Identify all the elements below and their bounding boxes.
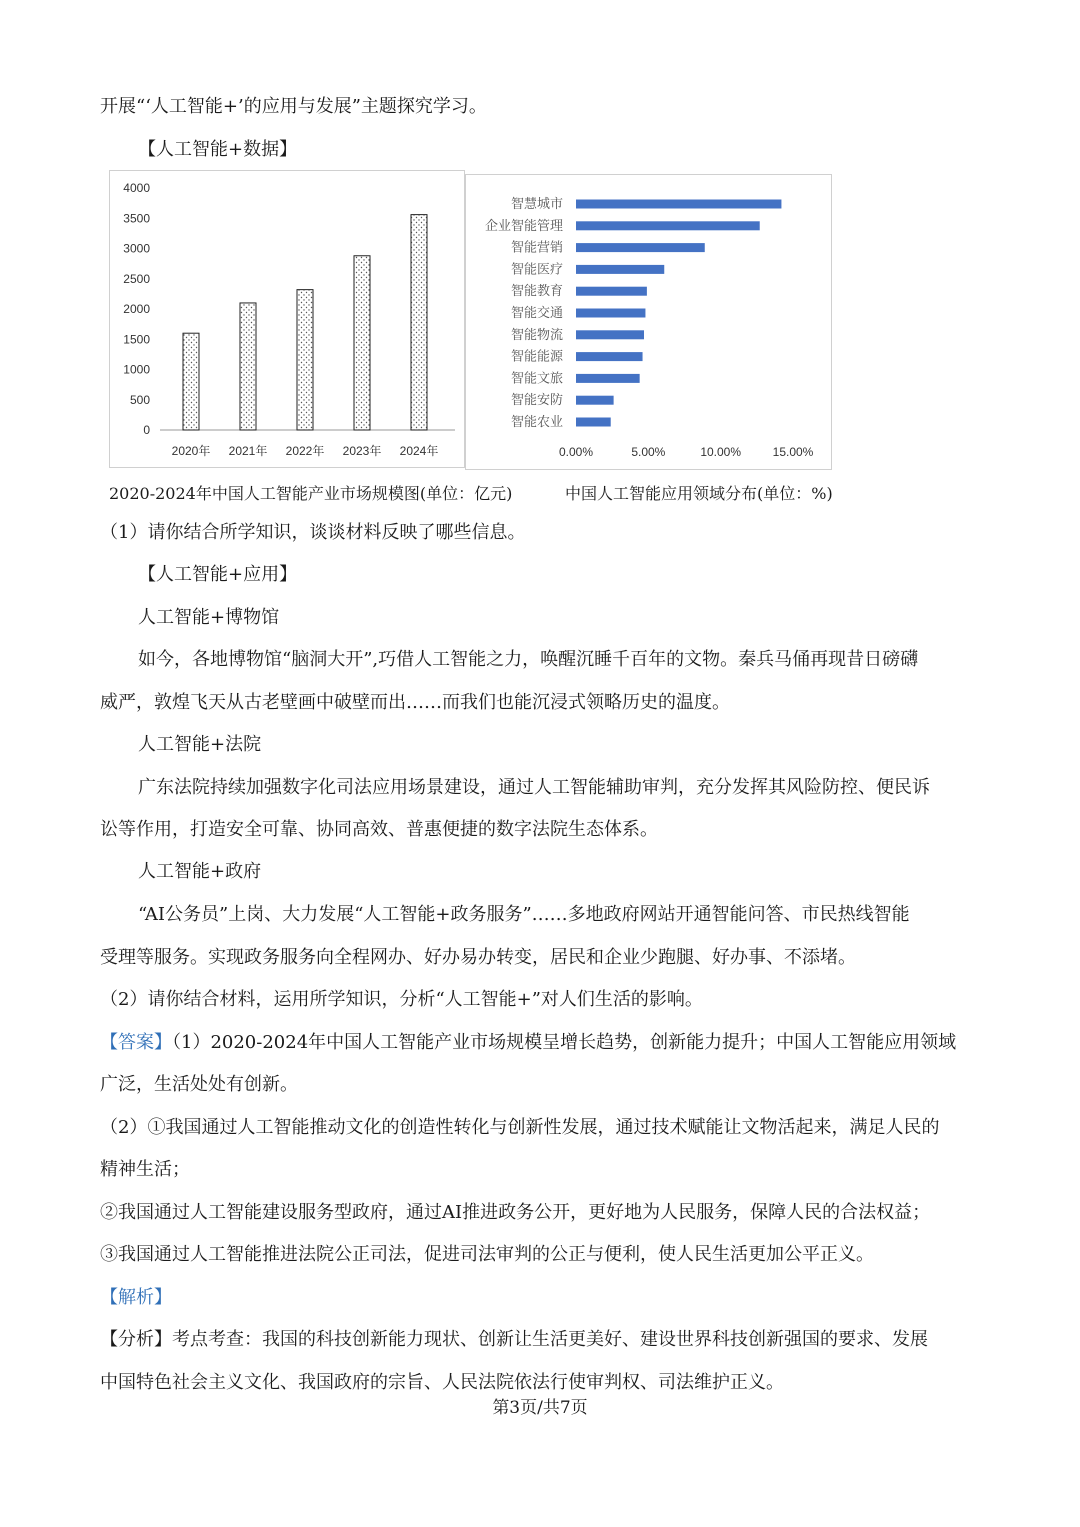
bar-智能能源 — [576, 352, 643, 361]
bar-2021年 — [240, 303, 256, 430]
category-label: 智能营销 — [510, 239, 563, 255]
chart2-caption: 中国人工智能应用领域分布(单位：%) — [565, 484, 833, 503]
y-tick-label: 3500 — [123, 211, 150, 226]
gov-paragraph-line1: “AI公务员”上岗、大力发展“人工智能+政务服务”……多地政府网站开通智能问答、市民热线智能 — [138, 904, 910, 925]
section-data-title: 【人工智能+数据】 — [138, 139, 298, 160]
answer-1-line1 — [100, 1028, 956, 1054]
category-label: 智能农业 — [510, 414, 563, 429]
museum-paragraph-line1: 如今，各地博物馆“脑洞大开”,巧借人工智能之力，唤醒沉睡千百年的文物。秦兵马俑再现昔日磅礴 — [138, 649, 919, 670]
bar-2024年 — [411, 215, 427, 430]
x-tick-label: 10.00% — [700, 445, 742, 459]
answer-label: 【答案】 — [100, 1032, 172, 1053]
category-label: 智能能源 — [510, 348, 563, 364]
answer-2-line3: ②我国通过人工智能建设服务型政府，通过AI推进政务公开，更好地为人民服务，保障人民的合法权益； — [100, 1202, 931, 1223]
fenxi-text: 考点考查：我国的科技创新能力现状、创新让生活更美好、建设世界科技创新强国的要求、发展 — [172, 1329, 928, 1350]
y-tick-label: 0 — [143, 423, 150, 437]
gov-title: 人工智能+政府 — [138, 861, 262, 882]
museum-paragraph-line2: 威严，敦煌飞天从古老壁画中破壁而出……而我们也能沉浸式领略历史的温度。 — [100, 692, 730, 713]
court-paragraph-line2: 讼等作用，打造安全可靠、协同高效、普惠便捷的数字法院生态体系。 — [100, 819, 658, 840]
chart1-caption: 2020-2024年中国人工智能产业市场规模图(单位：亿元) — [109, 484, 513, 503]
category-label: 智能文旅 — [510, 370, 563, 386]
category-label: 智能安防 — [510, 392, 563, 408]
y-tick-label: 1000 — [123, 362, 150, 377]
category-label: 智能物流 — [510, 326, 563, 342]
gov-paragraph-line2: 受理等服务。实现政务服务向全程网办、好办易办转变，居民和企业少跑腿、好办事、不添堵。 — [100, 947, 856, 968]
x-tick-label: 15.00% — [772, 445, 814, 459]
answer-1-text: （1）2020-2024年中国人工智能产业市场规模呈增长趋势，创新能力提升；中国人工智能应用领域 — [172, 1032, 957, 1053]
category-label: 企业智能管理 — [484, 217, 563, 233]
question-1: （1）请你结合所学知识，谈谈材料反映了哪些信息。 — [100, 522, 526, 543]
x-tick-label: 2021年 — [228, 444, 268, 458]
page-footer: 第3页/共7页 — [492, 1398, 588, 1418]
x-tick-label: 2020年 — [171, 444, 211, 458]
bar-2023年 — [354, 256, 370, 430]
y-tick-label: 1500 — [123, 332, 150, 347]
court-title: 人工智能+法院 — [138, 734, 262, 755]
bar-智能农业 — [576, 418, 611, 427]
answer-2-line2: 精神生活； — [100, 1159, 190, 1180]
x-tick-label: 0.00% — [558, 445, 594, 459]
bar-智能文旅 — [576, 374, 640, 383]
y-tick-label: 3000 — [123, 241, 150, 256]
section-app-title: 【人工智能+应用】 — [138, 564, 298, 585]
x-tick-label: 5.00% — [631, 445, 666, 459]
y-tick-label: 500 — [129, 392, 150, 407]
fenxi-line2: 中国特色社会主义文化、我国政府的宗旨、人民法院依法行使审判权、司法维护正义。 — [100, 1372, 784, 1393]
bar-智能营销 — [576, 243, 705, 252]
fenxi-label: 【分析】 — [100, 1329, 172, 1350]
y-tick-label: 4000 — [123, 181, 150, 195]
answer-1-line2: 广泛，生活处处有创新。 — [100, 1074, 298, 1095]
y-tick-label: 2000 — [123, 302, 150, 316]
bar-智能医疗 — [576, 265, 664, 274]
bar-智能教育 — [576, 287, 647, 296]
bar-智能物流 — [576, 330, 644, 339]
category-label: 智慧城市 — [510, 196, 563, 211]
application-distribution-chart-svg — [466, 175, 831, 469]
answer-2-line4: ③我国通过人工智能推进法院公正司法，促进司法审判的公正与便利，使人民生活更加公平正义。 — [100, 1244, 874, 1265]
x-tick-label: 2022年 — [285, 444, 325, 458]
category-label: 智能教育 — [510, 283, 563, 299]
market-size-chart-svg — [110, 171, 464, 467]
analysis-label: 【解析】 — [100, 1287, 172, 1308]
bar-2022年 — [297, 290, 313, 430]
y-tick-label: 2500 — [123, 271, 150, 286]
museum-title: 人工智能+博物馆 — [138, 607, 280, 628]
bar-企业智能管理 — [576, 221, 760, 230]
bar-智能交通 — [576, 309, 645, 318]
bar-智慧城市 — [576, 200, 781, 209]
bar-智能安防 — [576, 396, 614, 405]
x-tick-label: 2023年 — [342, 444, 382, 458]
x-tick-label: 2024年 — [399, 444, 439, 458]
market-size-chart — [109, 170, 465, 468]
fenxi-line1 — [100, 1325, 928, 1351]
court-paragraph-line1: 广东法院持续加强数字化司法应用场景建设，通过人工智能辅助审判，充分发挥其风险防控、便民诉 — [138, 777, 930, 798]
answer-2-line1: （2）①我国通过人工智能推动文化的创造性转化与创新性发展，通过技术赋能让文物活起来，满足人民的 — [100, 1117, 940, 1138]
bar-2020年 — [183, 333, 199, 430]
category-label: 智能医疗 — [510, 261, 563, 277]
question-2: （2）请你结合材料，运用所学知识，分析“人工智能+”对人们生活的影响。 — [100, 989, 703, 1010]
category-label: 智能交通 — [510, 305, 563, 320]
application-distribution-chart — [465, 174, 832, 470]
intro-text: 开展“‘人工智能+’的应用与发展”主题探究学习。 — [100, 96, 487, 117]
